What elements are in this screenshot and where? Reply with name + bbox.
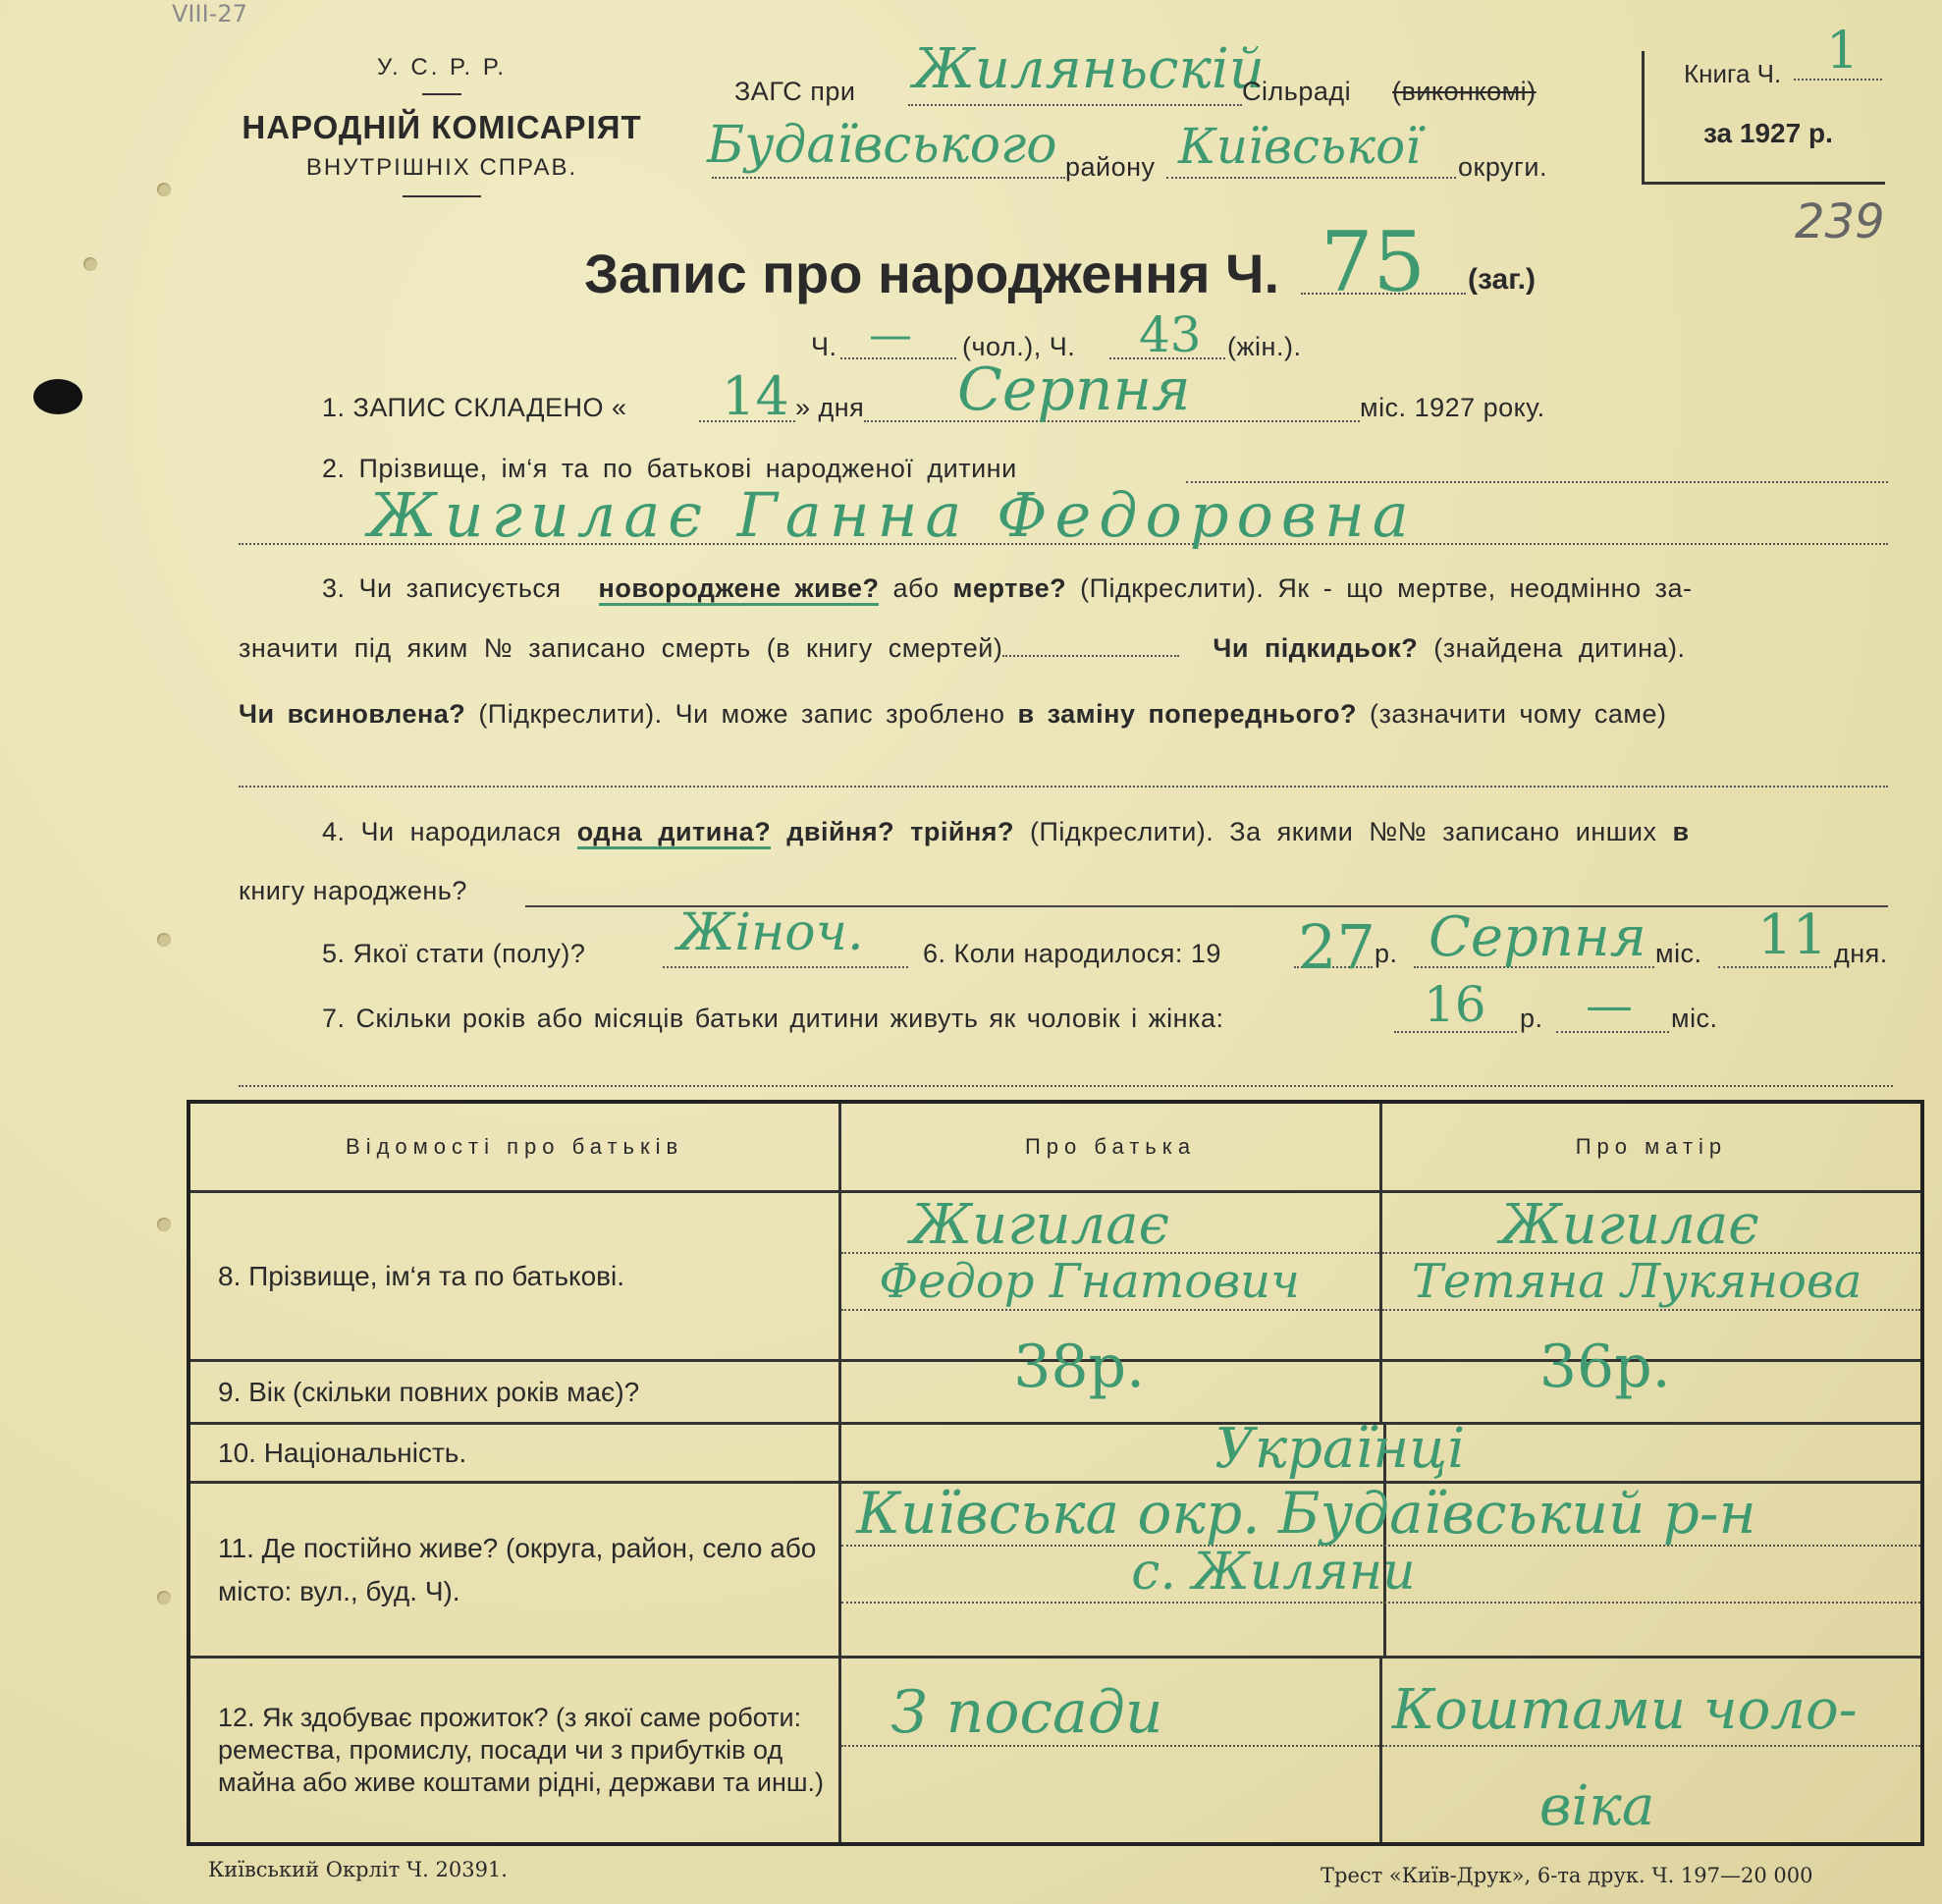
- mother-occupation: Коштами чоло-: [1391, 1678, 1858, 1742]
- field3-line3: Чи всиновлена? (Підкреслити). Чи може запис зроблено в заміну попереднього? (зазначити чому саме): [239, 699, 1667, 729]
- punch-hole: [83, 257, 97, 271]
- row-label: 9. Вік (скільки повних років має)?: [189, 1361, 840, 1424]
- father-occupation: З посади: [890, 1678, 1163, 1747]
- okruh-label: округи.: [1458, 152, 1547, 182]
- father-surname: Жигилає: [910, 1193, 1169, 1257]
- divider: [422, 93, 461, 95]
- father-name: Федор Гнатович: [879, 1254, 1300, 1309]
- raion-value: Будаївського: [707, 116, 1057, 175]
- zags-pri-label: ЗАГС при: [734, 77, 856, 106]
- ch-label: Ч.: [811, 332, 837, 361]
- field4-line1: 4. Чи народилася одна дитина? двійня? трійня? (Підкреслити). За якими №№ записано инших в: [322, 817, 1690, 847]
- female-value: 43: [1139, 306, 1202, 363]
- mother-occupation-2: віка: [1538, 1774, 1655, 1838]
- table-row: [189, 1424, 1922, 1483]
- field6-month: Серпня: [1429, 905, 1646, 969]
- table-header-row: [189, 1102, 1922, 1192]
- mother-age-cell: [1380, 1333, 1922, 1424]
- header-info: Відомості про батьків: [189, 1102, 840, 1192]
- archive-number: 239: [1795, 194, 1885, 249]
- footer-left: Київський Окрліт Ч. 20391.: [208, 1858, 508, 1881]
- table-row: [189, 1483, 1922, 1658]
- father-age-cell: [840, 1333, 1381, 1424]
- header-left: [236, 54, 648, 197]
- commissariat-label: НАРОДНІЙ КОМІСАРІЯТ: [242, 109, 642, 145]
- field1-tail: міс. 1927 року.: [1360, 393, 1545, 422]
- field6-mis: міс.: [1655, 939, 1702, 968]
- field6-year: 27: [1298, 911, 1376, 983]
- field7-line2: [239, 1085, 1893, 1087]
- book-year: за 1927 р.: [1703, 118, 1833, 148]
- table-row: [189, 1658, 1922, 1844]
- mother-age: 36р.: [1538, 1333, 1671, 1401]
- field5-value: Жіноч.: [677, 903, 864, 962]
- header-father: Про батька: [840, 1102, 1381, 1192]
- field1-day: 14: [722, 365, 789, 427]
- row-label: 12. Як здобуває прожиток? (з якої саме роботи: ремества, промислу, посади чи з прибутків од майна або живе коштами рідні, держави та инш.): [189, 1658, 840, 1844]
- field2-value: Жигилає Ганна Федоровна: [368, 479, 1417, 551]
- field7-mis: міс.: [1671, 1004, 1718, 1033]
- residence-line1: Київська окр. Будаївський р-н: [856, 1480, 1756, 1547]
- field7-months: —: [1586, 978, 1633, 1033]
- vykonkomi-label: (виконкомі): [1392, 77, 1537, 106]
- ussr-label: У. С. Р. Р.: [376, 54, 507, 81]
- field7-label: 7. Скільки років або місяців батьки дитини живуть як чоловік і жінка:: [322, 1004, 1224, 1033]
- field4-line2: книгу народжень?: [239, 876, 467, 905]
- mother-name: Тетяна Лукянова: [1411, 1254, 1862, 1309]
- okruh-value: Київської: [1178, 118, 1422, 175]
- field1-month: Серпня: [957, 355, 1191, 424]
- field1-label: 1. ЗАПИС СКЛАДЕНО «: [322, 393, 627, 422]
- table-row: [189, 1361, 1922, 1424]
- nationality-value: Українці: [1214, 1417, 1466, 1481]
- residence-line2: с. Жиляни: [1131, 1543, 1416, 1602]
- male-value: —: [869, 310, 912, 360]
- field7-r: р.: [1520, 1004, 1543, 1033]
- field6-dnya: дня.: [1834, 939, 1888, 968]
- field3-line4: [239, 786, 1888, 788]
- corner-note: VIII-27: [172, 0, 247, 27]
- father-age: 38р.: [1013, 1333, 1146, 1401]
- punch-hole: [157, 183, 171, 196]
- record-title: Запис про народження Ч.: [584, 243, 1280, 304]
- residence-cell: [840, 1480, 1922, 1658]
- internal-affairs-label: ВНУТРІШНІХ СПРАВ.: [305, 154, 578, 181]
- header-mother: Про матір: [1380, 1102, 1922, 1192]
- punch-hole: [157, 933, 171, 947]
- okruh-line: [1166, 177, 1456, 179]
- book-box: [1642, 22, 1885, 185]
- field1-dnya: » дня: [795, 393, 865, 422]
- silradi-label: Сільраді: [1242, 77, 1352, 106]
- record-number: 75: [1321, 214, 1426, 310]
- ink-blot: [33, 379, 82, 414]
- field5-line: [663, 966, 908, 968]
- row-label: 8. Прізвище, ім‘я та по батькові.: [189, 1192, 840, 1361]
- row-label: 10. Національність.: [189, 1424, 840, 1483]
- zags-village-value: Жиляньскій: [913, 37, 1265, 101]
- raion-label: району: [1065, 152, 1156, 182]
- field6-day: 11: [1757, 903, 1828, 967]
- book-label: Книга Ч.: [1684, 59, 1782, 88]
- raion-line: [712, 177, 1065, 179]
- punch-hole: [157, 1591, 171, 1605]
- divider: [403, 195, 481, 197]
- punch-hole: [157, 1218, 171, 1231]
- record-suffix: (заг.): [1468, 263, 1537, 296]
- book-number: 1: [1826, 22, 1860, 81]
- field3-line2: значити під яким № записано смерть (в книгу смертей) Чи підкидьок? (знайдена дитина).: [239, 633, 1686, 663]
- nationality-cell: [840, 1417, 1922, 1483]
- field3-line1: 3. Чи записується новороджене живе? або мертве? (Підкреслити). Як - що мертве, неодмінно за-: [322, 573, 1692, 604]
- footer-right: Трест «Київ-Друк», 6-та друк. Ч. 197—20 000: [1321, 1864, 1813, 1887]
- female-label: (жін.).: [1227, 332, 1302, 361]
- row-label: 11. Де постійно живе? (округа, район, село або місто: вул., буд. Ч).: [189, 1483, 840, 1658]
- mother-occupation-cell: [1380, 1658, 1922, 1844]
- father-occupation-cell: [840, 1658, 1381, 1844]
- zags-village-line: [908, 104, 1242, 106]
- field2-label: 2. Прізвище, ім‘я та по батькові народженої дитини: [322, 454, 1017, 483]
- field6-label: 6. Коли народилося: 19: [923, 939, 1221, 968]
- field7-years: 16: [1424, 976, 1486, 1033]
- field6-r: р.: [1375, 939, 1398, 968]
- parents-table: [187, 1100, 1924, 1846]
- field5-label: 5. Якої стати (полу)?: [322, 939, 586, 968]
- male-label: (чол.), Ч.: [962, 332, 1076, 361]
- mother-surname: Жигилає: [1499, 1193, 1759, 1257]
